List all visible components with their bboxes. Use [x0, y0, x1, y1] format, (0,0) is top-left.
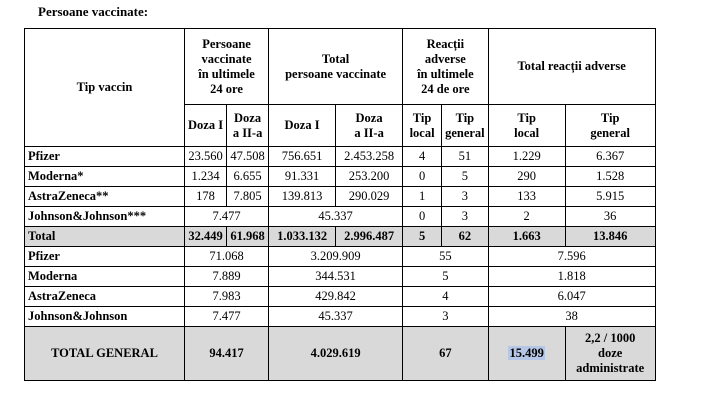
- header-total-tip-general: Tip general: [565, 105, 655, 147]
- cell: 7.596: [488, 247, 655, 267]
- cell: 429.842: [269, 287, 403, 307]
- vaccine-name: Pfizer: [25, 147, 185, 167]
- header-tip-general: Tip general: [442, 105, 489, 147]
- cell: 3: [442, 207, 489, 227]
- header-persons-24h: Persoane vaccinate în ultimele 24 ore: [185, 29, 269, 105]
- cell: 1.234: [185, 167, 227, 187]
- cell: 133: [488, 187, 565, 207]
- header-reactions-24h: Reacții adverse în ultimele 24 de ore: [403, 29, 489, 105]
- summary-row: [25, 267, 656, 287]
- summary-row: [25, 247, 656, 267]
- cell: 13.846: [565, 227, 655, 247]
- cell: 47.508: [227, 147, 269, 167]
- header-total-doza-2: Doza a II-a: [336, 105, 403, 147]
- cell: 7.805: [227, 187, 269, 207]
- table-row: [25, 207, 656, 227]
- cell: 7.983: [185, 287, 269, 307]
- rate-cell: 2,2 / 1000 doze administrate: [565, 327, 655, 381]
- cell: 67: [403, 327, 489, 381]
- total-label: Total: [25, 227, 185, 247]
- cell: 61.968: [227, 227, 269, 247]
- cell: 139.813: [269, 187, 336, 207]
- cell: 756.651: [269, 147, 336, 167]
- header-total-doza-1: Doza I: [269, 105, 336, 147]
- summary-row: [25, 287, 656, 307]
- cell: 71.068: [185, 247, 269, 267]
- header-tip-local: Tip local: [403, 105, 442, 147]
- vaccine-name: Johnson&Johnson***: [25, 207, 185, 227]
- table-row: [25, 187, 656, 207]
- highlighted-value: 15.499: [509, 346, 544, 360]
- table-row: [25, 147, 656, 167]
- cell: 6.047: [488, 287, 655, 307]
- total-row: [25, 227, 656, 247]
- cell: [488, 327, 565, 381]
- cell: 6.367: [565, 147, 655, 167]
- header-total-reactions: Total reacții adverse: [488, 29, 655, 105]
- table-row: [25, 167, 656, 187]
- vaccine-name: AstraZeneca**: [25, 187, 185, 207]
- vaccine-name: AstraZeneca: [25, 287, 185, 307]
- cell: 36: [565, 207, 655, 227]
- cell: 38: [488, 307, 655, 327]
- cell: 5: [403, 267, 489, 287]
- vaccine-name: Moderna*: [25, 167, 185, 187]
- summary-row: [25, 307, 656, 327]
- header-row-1: [25, 29, 656, 105]
- header-total-persons: Total persoane vaccinate: [269, 29, 403, 105]
- cell: 3: [403, 307, 489, 327]
- vaccine-name: Pfizer: [25, 247, 185, 267]
- vaccine-name: Johnson&Johnson: [25, 307, 185, 327]
- cell: 1: [403, 187, 442, 207]
- cell: 178: [185, 187, 227, 207]
- cell: 2.453.258: [336, 147, 403, 167]
- cell: 7.889: [185, 267, 269, 287]
- cell: 23.560: [185, 147, 227, 167]
- cell: 3.209.909: [269, 247, 403, 267]
- cell: 253.200: [336, 167, 403, 187]
- cell: 32.449: [185, 227, 227, 247]
- cell: 45.337: [269, 207, 403, 227]
- table-caption: Persoane vaccinate:: [38, 4, 149, 19]
- cell: 1.033.132: [269, 227, 336, 247]
- cell: 45.337: [269, 307, 403, 327]
- header-tip-vaccin: Tip vaccin: [25, 29, 185, 147]
- vaccination-table: [24, 28, 656, 381]
- cell: 62: [442, 227, 489, 247]
- header-doza-1: Doza I: [185, 105, 227, 147]
- cell: 7.477: [185, 307, 269, 327]
- cell: 1.818: [488, 267, 655, 287]
- cell: 4.029.619: [269, 327, 403, 381]
- cell: 91.331: [269, 167, 336, 187]
- cell: 290.029: [336, 187, 403, 207]
- cell: 344.531: [269, 267, 403, 287]
- cell: 6.655: [227, 167, 269, 187]
- cell: 0: [403, 207, 442, 227]
- cell: 1.229: [488, 147, 565, 167]
- grand-total-label: TOTAL GENERAL: [25, 327, 185, 381]
- grand-total-row: [25, 327, 656, 381]
- cell: 1.663: [488, 227, 565, 247]
- cell: 1.528: [565, 167, 655, 187]
- cell: 4: [403, 147, 442, 167]
- cell: 5.915: [565, 187, 655, 207]
- cell: 4: [403, 287, 489, 307]
- header-total-tip-local: Tip local: [488, 105, 565, 147]
- cell: 5: [403, 227, 442, 247]
- cell: 55: [403, 247, 489, 267]
- cell: 7.477: [185, 207, 269, 227]
- cell: 3: [442, 187, 489, 207]
- cell: 94.417: [185, 327, 269, 381]
- cell: 2: [488, 207, 565, 227]
- vaccine-name: Moderna: [25, 267, 185, 287]
- header-doza-2: Doza a II-a: [227, 105, 269, 147]
- cell: 0: [403, 167, 442, 187]
- cell: 290: [488, 167, 565, 187]
- cell: 51: [442, 147, 489, 167]
- cell: 2.996.487: [336, 227, 403, 247]
- cell: 5: [442, 167, 489, 187]
